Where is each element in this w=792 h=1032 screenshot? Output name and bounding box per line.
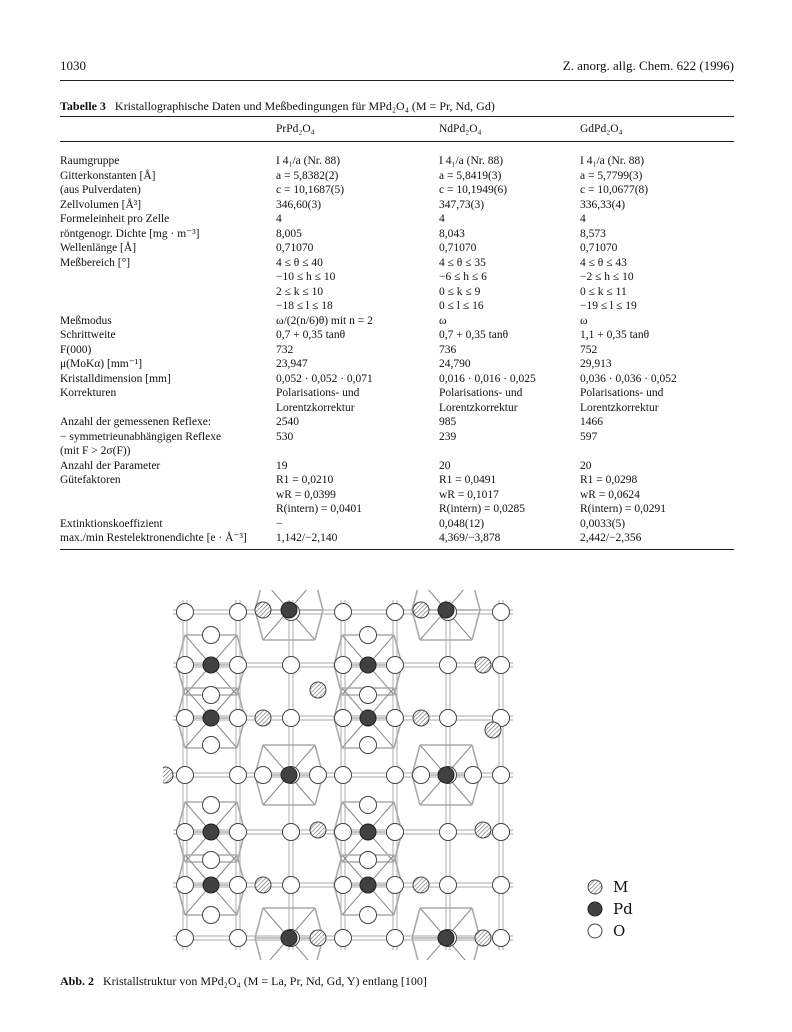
table-cell: Meßbereich [°] [60, 256, 131, 269]
table-cell: I 4₁/a (Nr. 88) [276, 155, 341, 167]
table-row [60, 372, 734, 387]
table-cell: 0 ≤ k ≤ 9 [439, 285, 481, 298]
oxygen-atom [335, 767, 352, 784]
table-cell [60, 488, 276, 503]
table-cell: 0,71070 [276, 242, 314, 254]
table-cell: 0,71070 [580, 242, 618, 254]
oxygen-atom [387, 877, 404, 894]
table-cell: ω [439, 314, 447, 327]
oxygen-atom [387, 710, 404, 727]
table-cell: −19 ≤ l ≤ 19 [580, 300, 637, 312]
column-header: GdPd₂O₄ [580, 123, 623, 135]
table-cell: Anzahl der gemessenen Reflexe: [60, 416, 212, 428]
bond-line [412, 938, 420, 960]
bond-line [255, 908, 263, 938]
table-row [60, 299, 734, 314]
table-cell: 0 ≤ k ≤ 11 [580, 285, 627, 298]
oxygen-atom [360, 852, 377, 869]
oxygen-atom [413, 767, 430, 784]
bond-line [472, 590, 480, 610]
table-cell [580, 444, 734, 459]
table-cell: 347,73(3) [439, 198, 485, 211]
legend-label: M [613, 878, 629, 896]
table-cell: 732 [276, 343, 294, 356]
table-row [60, 430, 734, 445]
table-row [60, 241, 734, 256]
metal-atom [413, 602, 429, 618]
table-cell: 239 [439, 430, 457, 443]
metal-atom [255, 602, 271, 618]
table-cell: 4 [276, 213, 282, 225]
table-cell: wR = 0,0399 [276, 488, 336, 501]
table-cell: 0 ≤ l ≤ 16 [439, 300, 484, 312]
oxygen-atom [203, 797, 220, 814]
table-cell: 0,0033(5) [580, 517, 626, 530]
oxygen-atom [230, 767, 247, 784]
table-cell: Polarisations- und [580, 387, 664, 399]
table-cell: Raumgruppe [60, 155, 120, 167]
table-cell: 1,1 + 0,35 tanθ [580, 329, 650, 341]
oxygen-atom [230, 657, 247, 674]
table-cell: a = 5,8382(2) [276, 169, 339, 182]
table-cell: 0,036 · 0,036 · 0,052 [580, 372, 677, 385]
hatched-circle-icon [587, 879, 603, 895]
table-cell: (aus Pulverdaten) [60, 184, 141, 196]
table-row [60, 169, 734, 184]
palladium-atom [281, 767, 297, 783]
oxygen-atom [230, 604, 247, 621]
table-cell: 1,142/−2,140 [276, 531, 439, 549]
oxygen-atom [387, 930, 404, 947]
table-cell: 597 [580, 430, 598, 443]
table-cell: Polarisations- und [276, 387, 360, 399]
palladium-atom [360, 877, 376, 893]
palladium-atom [438, 602, 454, 618]
table-cell: 1466 [580, 416, 603, 428]
table-cell [60, 299, 276, 314]
table-cell: 8,043 [439, 227, 465, 240]
table-cell: Lorentzkorrektur [580, 401, 659, 414]
table-row [60, 386, 734, 401]
dark-striped-circle-icon [587, 901, 603, 917]
oxygen-atom [310, 767, 327, 784]
oxygen-atom [493, 824, 510, 841]
oxygen-atom [493, 657, 510, 674]
table-row [60, 357, 734, 372]
table-cell: Korrekturen [60, 387, 117, 399]
oxygen-atom [230, 930, 247, 947]
table-cell: 2 ≤ k ≤ 10 [276, 285, 324, 298]
bond-line [255, 938, 263, 960]
table-cell: wR = 0,1017 [439, 488, 499, 501]
palladium-atom [203, 877, 219, 893]
table-cell: Extinktionskoeffizient [60, 517, 163, 530]
oxygen-atom [440, 824, 457, 841]
oxygen-atom [440, 657, 457, 674]
oxygen-atom [203, 737, 220, 754]
column-header [60, 117, 276, 142]
table-cell: 0,016 · 0,016 · 0,025 [439, 372, 536, 385]
table-cell [439, 444, 580, 459]
oxygen-atom [335, 877, 352, 894]
oxygen-atom [493, 930, 510, 947]
table-row [60, 473, 734, 488]
oxygen-atom [440, 710, 457, 727]
metal-atom [255, 710, 271, 726]
table-cell: Anzahl der Parameter [60, 459, 161, 472]
table-row [60, 212, 734, 227]
table-cell: 752 [580, 343, 598, 356]
table-cell: 4 [580, 213, 586, 225]
palladium-atom [438, 930, 454, 946]
table-cell: Gütefaktoren [60, 474, 121, 486]
oxygen-atom [255, 767, 272, 784]
oxygen-atom [387, 824, 404, 841]
table-cell: Kristalldimension [mm] [60, 372, 171, 385]
table-title: Kristallographische Daten und Meßbedingungen für MPd₂O₄ (M = Pr, Nd, Gd) [114, 99, 495, 113]
table-cell: F(000) [60, 343, 92, 356]
oxygen-atom [177, 604, 194, 621]
oxygen-atom [493, 767, 510, 784]
oxygen-atom [177, 877, 194, 894]
figure-legend [587, 876, 633, 942]
table-cell: Formeleinheit pro Zelle [60, 213, 170, 225]
table-cell [60, 401, 276, 416]
oxygen-atom [387, 604, 404, 621]
oxygen-atom [177, 930, 194, 947]
table-cell: max./min Restelektronendichte [e · Å⁻³] [60, 531, 276, 549]
table-cell [60, 285, 276, 300]
table-cell: wR = 0,0624 [580, 488, 640, 501]
table-cell: Gitterkonstanten [Å] [60, 169, 156, 182]
table-cell: c = 10,1687(5) [276, 184, 345, 196]
table-cell: 23,947 [276, 358, 308, 370]
table-cell: I 4₁/a (Nr. 88) [439, 155, 504, 167]
table-cell: R1 = 0,0298 [580, 474, 638, 486]
table-cell: (mit F > 2σ(F)) [60, 445, 131, 457]
crystal-structure-figure [163, 590, 523, 960]
table-cell: 985 [439, 416, 457, 428]
metal-atom [310, 682, 326, 698]
table-cell: I 4₁/a (Nr. 88) [580, 155, 645, 167]
table-row [60, 256, 734, 271]
table-cell: μ(MoKα) [mm⁻¹] [60, 358, 143, 370]
column-header: PrPd₂O₄ [276, 123, 315, 135]
legend-item [587, 876, 633, 898]
table-row [60, 488, 734, 503]
table-cell: R(intern) = 0,0401 [276, 503, 363, 515]
oxygen-atom [230, 710, 247, 727]
table-cell: 2540 [276, 416, 299, 428]
table-cell: −18 ≤ l ≤ 18 [276, 300, 333, 312]
table-cell: ω [580, 314, 588, 327]
oxygen-atom [177, 824, 194, 841]
table-cell: 336,33(4) [580, 198, 626, 211]
palladium-atom [281, 930, 297, 946]
palladium-atom [203, 710, 219, 726]
metal-atom [413, 877, 429, 893]
oxygen-atom [335, 930, 352, 947]
metal-atom [255, 877, 271, 893]
oxygen-atom [283, 710, 300, 727]
oxygen-atom [230, 877, 247, 894]
table-cell: 20 [580, 459, 592, 472]
figure-label: Abb. 2 [60, 974, 95, 988]
table-cell: c = 10,0677(8) [580, 184, 649, 196]
table-cell: röntgenogr. Dichte [mg · m⁻³] [60, 227, 200, 240]
oxygen-atom [360, 627, 377, 644]
table-row [60, 328, 734, 343]
table-cell: Zellvolumen [Å³] [60, 198, 142, 211]
oxygen-atom [335, 710, 352, 727]
table-label: Tabelle 3 [60, 99, 106, 113]
table-row [60, 198, 734, 213]
oxygen-atom [283, 877, 300, 894]
oxygen-atom [360, 797, 377, 814]
table-cell: c = 10,1949(6) [439, 184, 508, 196]
table-cell: 4 ≤ θ ≤ 35 [439, 256, 486, 269]
table-row [60, 459, 734, 474]
metal-atom [475, 657, 491, 673]
legend-label: O [613, 922, 626, 940]
table-cell: 19 [276, 459, 288, 472]
table-cell: 0,048(12) [439, 517, 485, 530]
table-row [60, 285, 734, 300]
table-row [60, 415, 734, 430]
table-row [60, 531, 734, 549]
palladium-atom [281, 602, 297, 618]
metal-atom [475, 930, 491, 946]
table-cell: 0,052 · 0,052 · 0,071 [276, 372, 373, 385]
table-cell [276, 444, 439, 459]
palladium-atom [203, 657, 219, 673]
table-cell [60, 502, 276, 517]
bond-line [412, 908, 420, 938]
oxygen-atom [335, 824, 352, 841]
table-cell: 4 ≤ θ ≤ 43 [580, 256, 627, 269]
table-cell: 29,913 [580, 358, 612, 370]
journal-reference: Z. anorg. allg. Chem. 622 (1996) [562, 58, 734, 73]
table-cell: 24,790 [439, 358, 471, 370]
column-header: NdPd₂O₄ [439, 123, 482, 135]
oxygen-atom [440, 877, 457, 894]
table-cell: 0,7 + 0,35 tanθ [439, 329, 509, 341]
oxygen-atom [387, 767, 404, 784]
metal-atom [475, 822, 491, 838]
oxygen-atom [360, 687, 377, 704]
oxygen-atom [203, 852, 220, 869]
crystallographic-data-table [60, 116, 734, 550]
oxygen-atom [335, 657, 352, 674]
table-cell: R1 = 0,0491 [439, 474, 497, 486]
oxygen-atom [203, 907, 220, 924]
oxygen-atom [360, 737, 377, 754]
table-row [60, 227, 734, 242]
table-row [60, 343, 734, 358]
oxygen-atom [493, 877, 510, 894]
table-spacer [60, 142, 734, 155]
legend-item [587, 898, 633, 920]
header-rule [60, 80, 734, 81]
oxygen-atom [177, 767, 194, 784]
oxygen-atom [360, 907, 377, 924]
table-cell: R(intern) = 0,0285 [439, 503, 526, 515]
figure-caption-text: Kristallstruktur von MPd₂O₄ (M = La, Pr, Nd, Gd, Y) entlang [100] [103, 974, 427, 988]
table-cell: 530 [276, 430, 294, 443]
oxygen-atom [465, 767, 482, 784]
oxygen-atom [230, 824, 247, 841]
oxygen-atom [203, 627, 220, 644]
oxygen-atom [203, 687, 220, 704]
table-cell: 20 [439, 459, 451, 472]
table-cell: 736 [439, 343, 457, 356]
table-cell: Wellenlänge [Å] [60, 242, 137, 254]
oxygen-atom [177, 657, 194, 674]
palladium-atom [438, 767, 454, 783]
page-number: 1030 [60, 58, 86, 73]
table-cell: Polarisations- und [439, 387, 523, 399]
table-cell: 4,369/−3,878 [439, 531, 580, 549]
oxygen-atom [387, 657, 404, 674]
table-row [60, 314, 734, 329]
oxygen-atom [283, 824, 300, 841]
legend-item [587, 920, 633, 942]
legend-label: Pd [613, 900, 633, 918]
table-caption [60, 99, 495, 114]
table-row [60, 183, 734, 198]
table-cell: 346,60(3) [276, 198, 322, 211]
table-cell: − symmetrieunabhängigen Reflexe [60, 430, 222, 443]
oxygen-atom [283, 657, 300, 674]
table-cell: R(intern) = 0,0291 [580, 503, 667, 515]
table-cell: −10 ≤ h ≤ 10 [276, 271, 336, 283]
table-cell: 0,7 + 0,35 tanθ [276, 329, 346, 341]
table-row [60, 270, 734, 285]
table-cell: 8,573 [580, 227, 606, 240]
table-cell: a = 5,7799(3) [580, 169, 643, 182]
figure-caption [60, 974, 427, 989]
table-cell: a = 5,8419(3) [439, 169, 502, 182]
bond-line [315, 590, 323, 610]
page-header [60, 58, 734, 78]
table-cell: −6 ≤ h ≤ 6 [439, 271, 487, 283]
table-cell: R1 = 0,0210 [276, 474, 334, 486]
open-circle-icon [587, 923, 603, 939]
metal-atom [310, 930, 326, 946]
oxygen-atom [177, 710, 194, 727]
table-row [60, 444, 734, 459]
table-cell: Lorentzkorrektur [439, 401, 518, 414]
palladium-atom [360, 710, 376, 726]
metal-atom [310, 822, 326, 838]
table-cell: 0,71070 [439, 242, 477, 254]
table-cell: Schrittweite [60, 329, 116, 341]
palladium-atom [360, 657, 376, 673]
table-cell: 4 [439, 213, 445, 225]
table-row [60, 154, 734, 169]
table-cell: Lorentzkorrektur [276, 401, 355, 414]
table-cell: 2,442/−2,356 [580, 531, 734, 549]
table-cell: 8,005 [276, 227, 302, 240]
metal-atom [163, 767, 173, 783]
table-cell: −2 ≤ h ≤ 10 [580, 271, 634, 283]
table-header-row [60, 117, 734, 142]
oxygen-atom [335, 604, 352, 621]
palladium-atom [360, 824, 376, 840]
metal-atom [413, 710, 429, 726]
metal-atom [485, 722, 501, 738]
table-row [60, 517, 734, 532]
palladium-atom [203, 824, 219, 840]
oxygen-atom [493, 604, 510, 621]
table-row [60, 401, 734, 416]
table-cell [60, 270, 276, 285]
table-cell: 4 ≤ θ ≤ 40 [276, 256, 323, 269]
table-cell: − [276, 517, 283, 530]
table-cell: Meßmodus [60, 314, 112, 327]
table-cell: ω/(2(n/6)θ) mit n = 2 [276, 314, 373, 327]
table-row [60, 502, 734, 517]
